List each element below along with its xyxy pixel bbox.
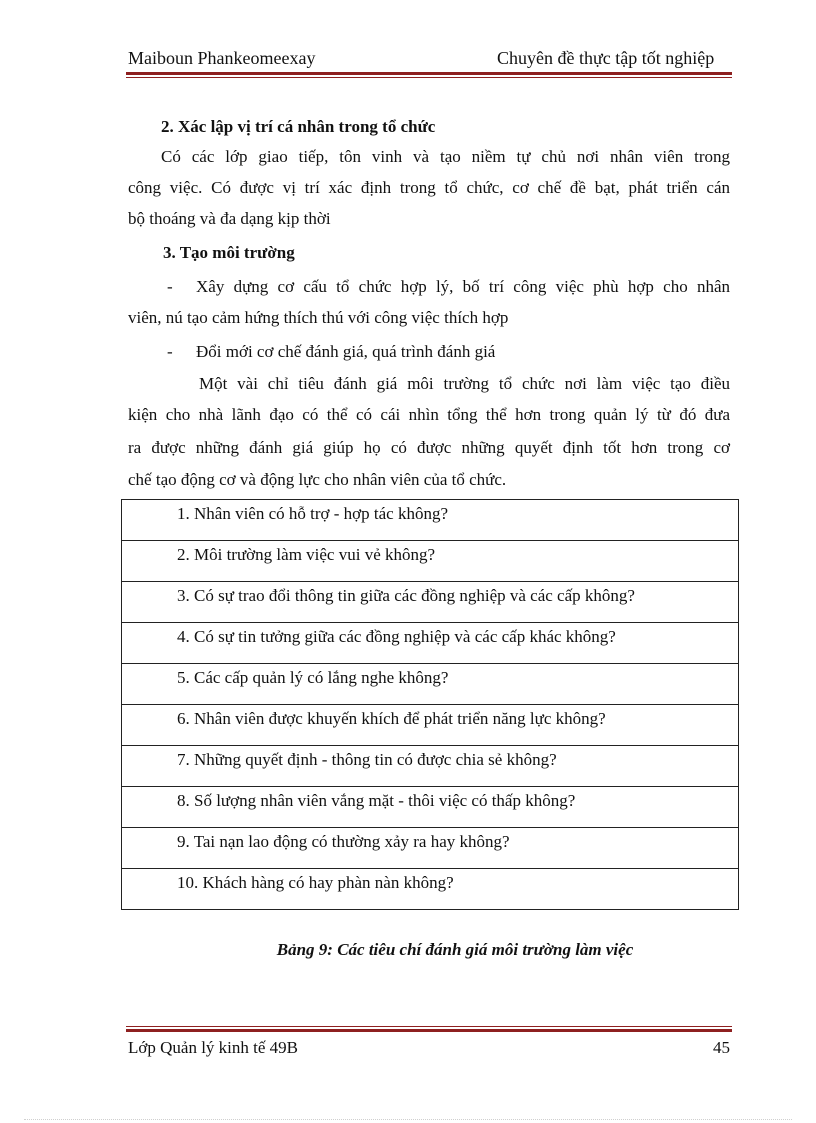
- page-edge-line: [24, 1119, 792, 1120]
- table-row: [122, 500, 739, 541]
- bullet-2-line-1: Đổi mới cơ chế đánh giá, quá trình đánh giá: [196, 342, 496, 361]
- section2-line-3: bộ thoáng và đa dạng kịp thời: [128, 209, 331, 228]
- table-row: [122, 869, 739, 910]
- footer-class-name: Lớp Quản lý kinh tế 49B: [128, 1038, 298, 1057]
- criteria-cell: 8. Số lượng nhân viên vắng mặt - thôi việc có thấp không?: [122, 787, 739, 828]
- criteria-cell: 2. Môi trường làm việc vui vẻ không?: [122, 541, 739, 582]
- bullet-dash-1: -: [167, 277, 173, 296]
- bullet-dash-2: -: [167, 342, 173, 361]
- section2-line-2: công việc. Có được vị trí xác định trong tổ chức, cơ chế đề bạt, phát triển cán: [128, 178, 730, 197]
- section2-heading: 2. Xác lập vị trí cá nhân trong tổ chức: [161, 117, 436, 136]
- footer-rule-thin: [126, 1026, 732, 1027]
- table-row: [122, 787, 739, 828]
- table-row: [122, 746, 739, 787]
- criteria-cell: 10. Khách hàng có hay phàn nàn không?: [122, 869, 739, 910]
- page-number: 45: [713, 1038, 730, 1057]
- table-row: [122, 582, 739, 623]
- footer-rule-thick: [126, 1029, 732, 1032]
- header-author: Maiboun Phankeomeexay: [128, 48, 316, 68]
- paragraph-line-3: ra được những đánh giá giúp họ có được những quyết định tốt hơn trong cơ: [128, 438, 730, 457]
- criteria-cell: 4. Có sự tin tưởng giữa các đồng nghiệp và các cấp khác không?: [122, 623, 739, 664]
- table-caption: Bảng 9: Các tiêu chí đánh giá môi trường làm việc: [276, 940, 634, 959]
- section2-line-1: Có các lớp giao tiếp, tôn vinh và tạo niềm tự chủ nơi nhân viên trong: [161, 147, 730, 166]
- table-row: [122, 828, 739, 869]
- criteria-cell: 3. Có sự trao đổi thông tin giữa các đồng nghiệp và các cấp không?: [122, 582, 739, 623]
- table-row: [122, 623, 739, 664]
- header-rule-thin: [126, 77, 732, 78]
- criteria-cell: 6. Nhân viên được khuyến khích để phát triển năng lực không?: [122, 705, 739, 746]
- paragraph-line-1: Một vài chỉ tiêu đánh giá môi trường tổ chức nơi làm việc tạo điều: [199, 374, 730, 393]
- bullet-1-line-2: viên, nú tạo cảm hứng thích thú với công việc thích hợp: [128, 308, 509, 327]
- paragraph-line-2: kiện cho nhà lãnh đạo có thể có cái nhìn tổng thể hơn trong quản lý từ đó đưa: [128, 405, 730, 424]
- header-title: Chuyên đề thực tập tốt nghiệp: [497, 48, 715, 68]
- criteria-cell: 7. Những quyết định - thông tin có được chia sẻ không?: [122, 746, 739, 787]
- paragraph-line-4: chế tạo động cơ và động lực cho nhân viên của tổ chức.: [128, 470, 507, 489]
- header-rule-thick: [126, 72, 732, 75]
- criteria-table: [121, 499, 739, 910]
- table-row: [122, 541, 739, 582]
- criteria-cell: 9. Tai nạn lao động có thường xảy ra hay không?: [122, 828, 739, 869]
- criteria-cell: 1. Nhân viên có hỗ trợ - hợp tác không?: [122, 500, 739, 541]
- criteria-cell: 5. Các cấp quản lý có lắng nghe không?: [122, 664, 739, 705]
- section3-heading: 3. Tạo môi trường: [163, 243, 295, 262]
- table-row: [122, 705, 739, 746]
- bullet-1-line-1: Xây dựng cơ cấu tổ chức hợp lý, bố trí công việc phù hợp cho nhân: [196, 277, 730, 296]
- table-row: [122, 664, 739, 705]
